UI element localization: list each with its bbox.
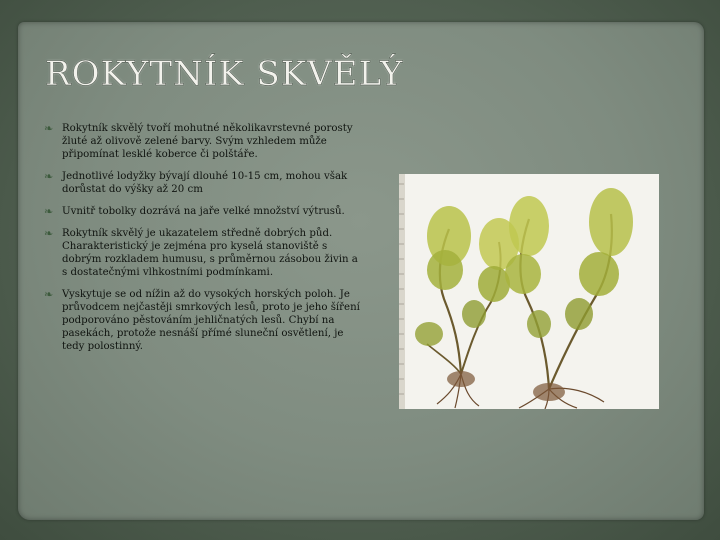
root-clump-right — [533, 383, 565, 401]
bullet-text: Jednotlivé lodyžky bývají dlouhé 10-15 cm, mohou však dorůstat do výšky až 20 cm — [62, 171, 348, 195]
bullet-text: Rokytník skvělý je ukazatelem středně dobrých půd. Charakteristický je zejména pro kyselá stanoviště s dobrým rozkladem humusu, s průměrnou zásobou živin a s dostatečnými vlhkostními podmínkami. — [62, 228, 358, 278]
ruler-strip — [399, 174, 405, 409]
fern-leaf-icon: ❧ — [44, 205, 54, 218]
bullet-text: Rokytník skvělý tvoří mohutné několikavrstevné porosty žluté až olivově zelené barvy. Svým vzhledem může připomínat lesklé koberce či polštáře. — [62, 123, 353, 160]
bullet-text: Uvnitř tobolky dozrává na jaře velké množství výtrusů. — [62, 206, 345, 217]
left-moss-plant — [415, 206, 519, 374]
slide-title: ROKYTNÍK SKVĚLÝ — [45, 54, 404, 94]
fern-leaf-icon: ❧ — [44, 227, 54, 240]
bullet-item — [44, 288, 364, 353]
bullet-list — [44, 122, 364, 362]
bullet-item — [44, 227, 364, 279]
right-moss-plant — [505, 188, 633, 389]
moss-illustration — [399, 174, 659, 409]
fern-leaf-icon: ❧ — [44, 170, 54, 183]
fern-leaf-icon: ❧ — [44, 288, 54, 301]
bullet-text: Vyskytuje se od nížin až do vysokých horských poloh. Je průvodcem nejčastěji smrkových lesů, proto je jeho šíření podporováno pěstováním jehličnatých lesů. Chybí na pasekách, protože nesnáší přímé sluneční osvětlení, je tedy polostinný. — [62, 289, 360, 352]
fern-leaf-icon: ❧ — [44, 122, 54, 135]
moss-photo — [399, 174, 659, 409]
root-clump-left — [447, 371, 475, 387]
bullet-item — [44, 122, 364, 161]
bullet-item — [44, 170, 364, 196]
bullet-item — [44, 205, 364, 218]
